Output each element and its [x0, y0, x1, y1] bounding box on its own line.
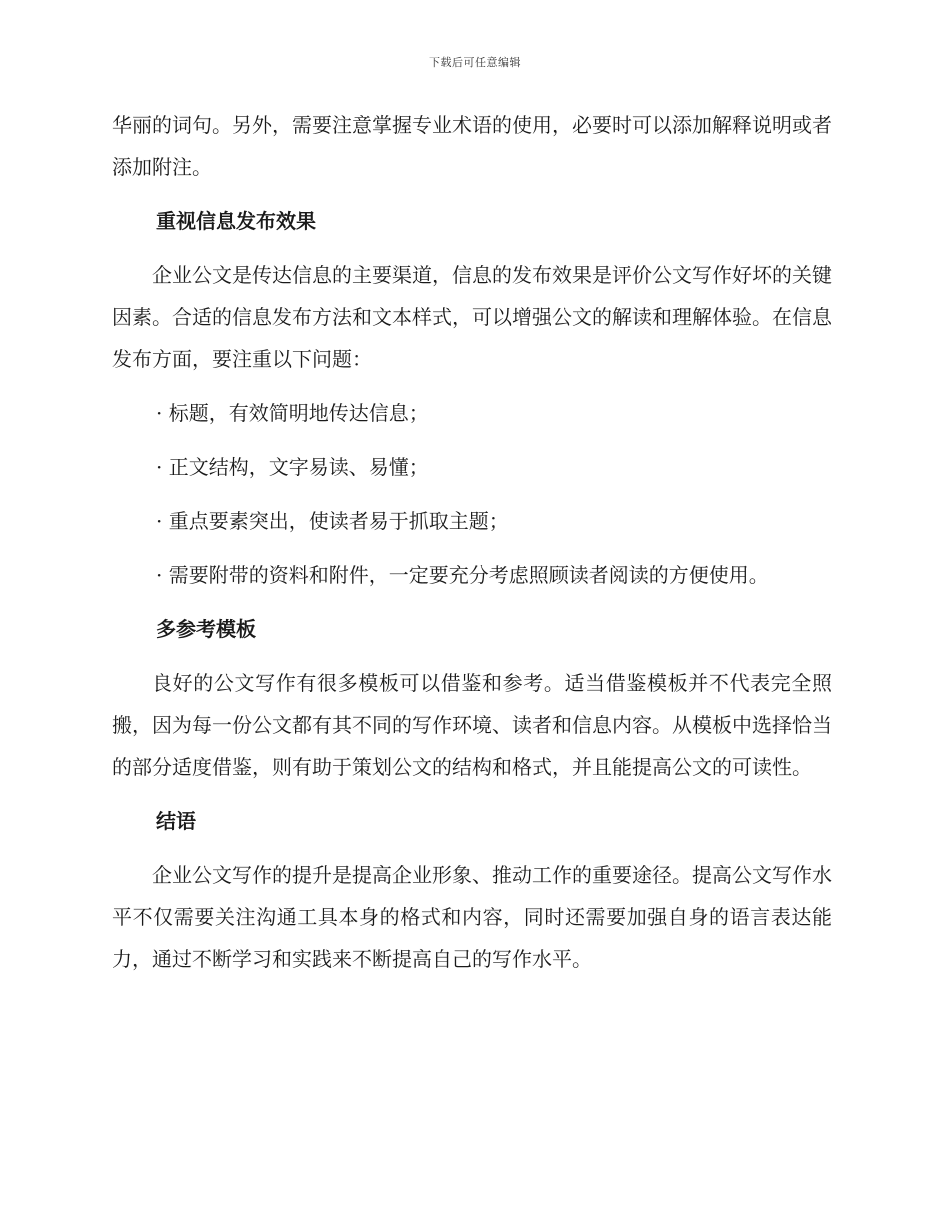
document-body — [112, 104, 832, 992]
bullet-item: · 需要附带的资料和附件，一定要充分考虑照顾读者阅读的方便使用。 — [156, 563, 769, 587]
bullet-item: · 正文结构，文字易读、易懂； — [156, 455, 429, 479]
section-heading-conclusion: 结语 — [156, 809, 196, 833]
bullet-item: · 标题，有效简明地传达信息； — [156, 401, 429, 425]
section-heading-templates: 多参考模板 — [156, 617, 256, 641]
page-header: 下载后可任意编辑 — [429, 56, 521, 69]
section-paragraph-conclusion: 企业公文写作的提升是提高企业形象、推动工作的重要途径。提高公文写作水平不仅需要关注沟通工具本身的格式和内容，同时还需要加强自身的语言表达能力，通过不断学习和实践来不断提高自己的写作水平。 — [112, 863, 832, 971]
section-paragraph-templates: 良好的公文写作有很多模板可以借鉴和参考。适当借鉴模板并不代表完全照搬，因为每一份公文都有其不同的写作环境、读者和信息内容。从模板中选择恰当的部分适度借鉴，则有助于策划公文的结构和格式，并且能提高公文的可读性。 — [112, 671, 832, 779]
intro-continuation-paragraph: 华丽的词句。另外，需要注意掌握专业术语的使用，必要时可以添加解释说明或者添加附注。 — [112, 113, 832, 179]
bullet-item: · 重点要素突出，使读者易于抓取主题； — [156, 509, 509, 533]
section-heading-publish-effect: 重视信息发布效果 — [156, 209, 316, 233]
section-paragraph-publish-effect: 企业公文是传达信息的主要渠道，信息的发布效果是评价公文写作好坏的关键因素。合适的信息发布方法和文本样式，可以增强公文的解读和理解体验。在信息发布方面，要注重以下问题： — [112, 263, 832, 371]
